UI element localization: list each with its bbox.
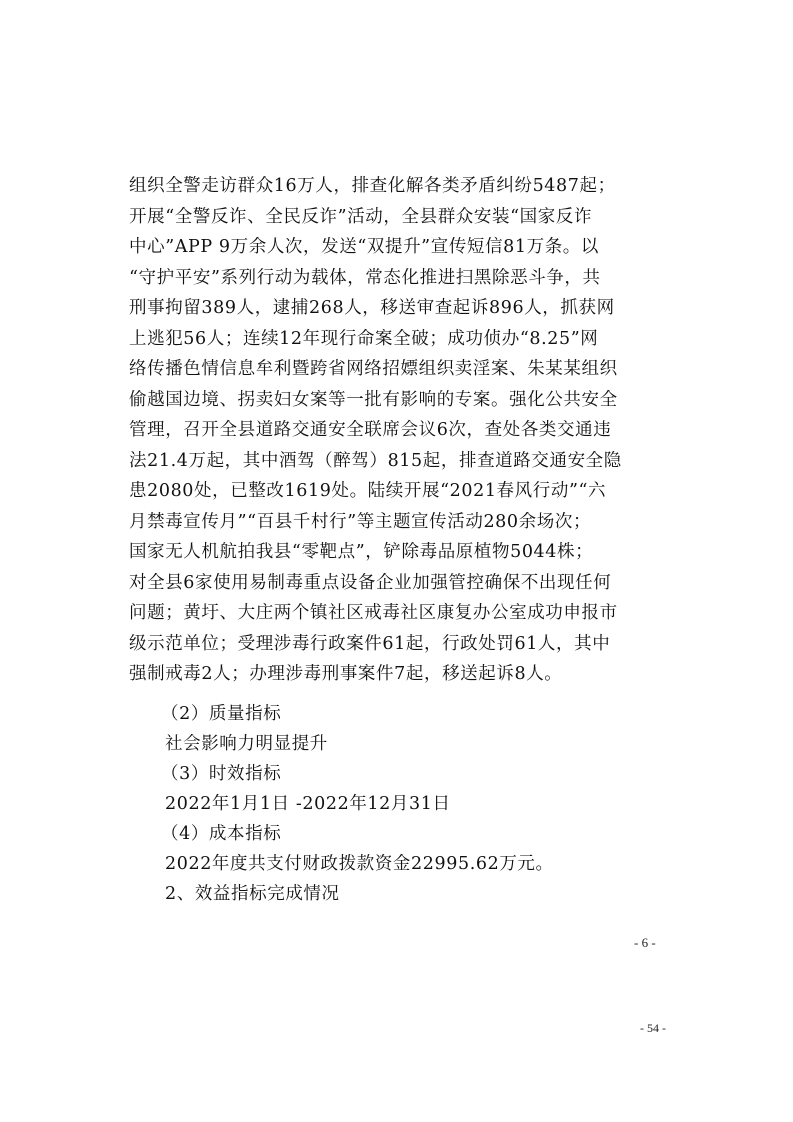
body-line: 组织全警走访群众16万人，排查化解各类矛盾纠纷5487起； xyxy=(129,176,616,196)
quality-text: 社会影响力明显提升 xyxy=(165,734,328,754)
body-line: 中心”APP 9万余人次，发送“双提升”宣传短信81万条。以 xyxy=(129,237,599,257)
body-paragraph xyxy=(129,171,669,690)
body-line: 级示范单位；受理涉毒行政案件61起，行政处罚61人，其中 xyxy=(129,633,611,654)
body-line: 患2080处，已整改1619处。陆续开展“2021春风行动”“六 xyxy=(129,481,607,501)
page-number-inner: - 6 - xyxy=(634,935,656,950)
body-line: 强制戒毒2人；办理涉毒刑事案件7起，移送起诉8人。 xyxy=(129,664,563,684)
body-line: 问题；黄圩、大庄两个镇社区戒毒社区康复办公室成功申报市 xyxy=(129,603,618,623)
cost-text: 2022年度共支付财政拨款资金22995.62万元。 xyxy=(165,854,554,874)
body-line: “守护平安”系列行动为载体，常态化推进扫黑除恶斗争，共 xyxy=(129,267,601,288)
cost-heading: （4）成本指标 xyxy=(161,824,282,844)
benefit-heading: 2、效益指标完成情况 xyxy=(165,884,340,904)
body-line: 刑事拘留389人，逮捕268人，移送审查起诉896人，抓获网 xyxy=(129,298,615,318)
body-line: 上逃犯56人；连续12年现行命案全破；成功侦办“8.25”网 xyxy=(129,328,599,349)
quality-heading: （2）质量指标 xyxy=(161,704,282,724)
timeliness-text: 2022年1月1日 -2022年12月31日 xyxy=(165,794,451,814)
body-line: 管理，召开全县道路交通安全联席会议6次，查处各类交通违 xyxy=(129,420,612,440)
timeliness-heading: （3）时效指标 xyxy=(161,764,282,784)
body-line: 对全县6家使用易制毒重点设备企业加强管控确保不出现任何 xyxy=(129,572,612,593)
body-line: 开展“全警反诈、全民反诈”活动，全县群众安装“国家反诈 xyxy=(129,206,593,227)
body-line: 络传播色情信息牟利暨跨省网络招嫖组织卖淫案、朱某某组织 xyxy=(129,359,618,379)
body-line: 月禁毒宣传月”“百县千村行”等主题宣传活动280余场次； xyxy=(129,511,592,532)
body-line: 法21.4万起，其中酒驾（醉驾）815起，排查道路交通安全隐 xyxy=(129,450,622,471)
indicator-section xyxy=(129,699,669,909)
page-number-outer: - 54 - xyxy=(640,1021,666,1035)
body-line: 国家无人机航拍我县“零靶点”，铲除毒品原植物5044株； xyxy=(129,542,594,562)
body-line: 偷越国边境、拐卖妇女案等一批有影响的专案。强化公共安全 xyxy=(129,389,618,410)
